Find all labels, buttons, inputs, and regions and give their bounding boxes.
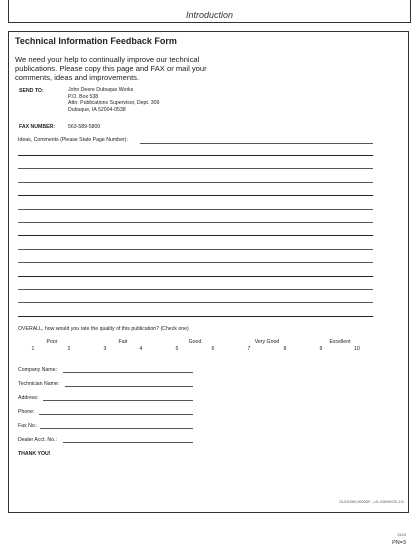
ideas-label: Ideas, Comments (Please State Page Number):: [18, 137, 128, 143]
intro-text: We need your help to continually improve our technical publications. Please copy this page and FAX or mail your comments, ideas and improvements.: [15, 55, 207, 82]
mailing-address: [68, 87, 159, 113]
comment-line[interactable]: [18, 155, 373, 156]
rating-option-8[interactable]: 8: [283, 346, 287, 352]
comment-line[interactable]: [18, 262, 373, 263]
rating-option-2[interactable]: 2: [67, 346, 71, 352]
comment-line[interactable]: [18, 235, 373, 236]
document-code: OUO1060,0000DF –19–02MAY03–1/1: [339, 500, 404, 504]
comment-line[interactable]: [18, 249, 373, 250]
comment-line[interactable]: [18, 316, 373, 317]
comment-line[interactable]: [18, 289, 373, 290]
rating-option-6[interactable]: 6: [211, 346, 215, 352]
send-to-label: SEND TO:: [19, 88, 44, 94]
rating-question: OVERALL, how would you rate the quality of this publication? (Check one): [18, 326, 189, 332]
rating-word-fair: Fair: [118, 339, 128, 345]
comment-line[interactable]: [18, 182, 373, 183]
comment-line[interactable]: [18, 209, 373, 210]
form-title: Technical Information Feedback Form: [15, 36, 177, 46]
technician-name-label: Technician Name:: [18, 381, 60, 387]
rating-word-poor: Poor: [46, 339, 58, 345]
header-bar: [8, 0, 411, 23]
page-number: PN=3: [392, 540, 406, 546]
rating-option-10[interactable]: 10: [354, 346, 360, 352]
phone-field[interactable]: [39, 414, 193, 415]
comment-line[interactable]: [18, 222, 373, 223]
thank-you-text: THANK YOU!: [18, 451, 51, 457]
ideas-first-line[interactable]: [140, 143, 373, 144]
rating-option-9[interactable]: 9: [319, 346, 323, 352]
comment-line[interactable]: [18, 195, 373, 196]
dealer-account-field[interactable]: [63, 442, 193, 443]
rating-word-excellent: Excellent: [329, 339, 351, 345]
fax-number: 563-589-5800: [68, 124, 101, 130]
comment-line[interactable]: [18, 302, 373, 303]
dealer-account-label: Dealer Acct. No.:: [18, 437, 57, 443]
phone-label: Phone:: [18, 409, 35, 415]
fax-number-label: FAX NUMBER:: [19, 124, 56, 130]
rating-option-4[interactable]: 4: [139, 346, 143, 352]
section-title: Introduction: [185, 10, 234, 20]
fax-no-label: Fax No.:: [18, 423, 38, 429]
print-date-code: 3/1/03: [397, 533, 406, 537]
address-line: P.O. Box 538: [68, 93, 99, 100]
comment-line[interactable]: [18, 168, 373, 169]
address-label: Address:: [18, 395, 39, 401]
rating-word-very-good: Very Good: [254, 339, 280, 345]
technician-name-field[interactable]: [65, 386, 193, 387]
fax-no-field[interactable]: [40, 428, 193, 429]
address-line: Attn: Publications Supervisor, Dept. 309: [68, 100, 160, 107]
address-line: Dubuque, IA 52004-0538: [68, 106, 126, 113]
rating-option-1[interactable]: 1: [31, 346, 35, 352]
rating-option-5[interactable]: 5: [175, 346, 179, 352]
company-name-label: Company Name:: [18, 367, 57, 373]
rating-word-good: Good: [188, 339, 202, 345]
rating-option-7[interactable]: 7: [247, 346, 251, 352]
comment-line[interactable]: [18, 276, 373, 277]
address-field[interactable]: [43, 400, 193, 401]
address-line: John Deere Dubuque Works: [68, 87, 134, 93]
rating-option-3[interactable]: 3: [103, 346, 107, 352]
company-name-field[interactable]: [63, 372, 193, 373]
